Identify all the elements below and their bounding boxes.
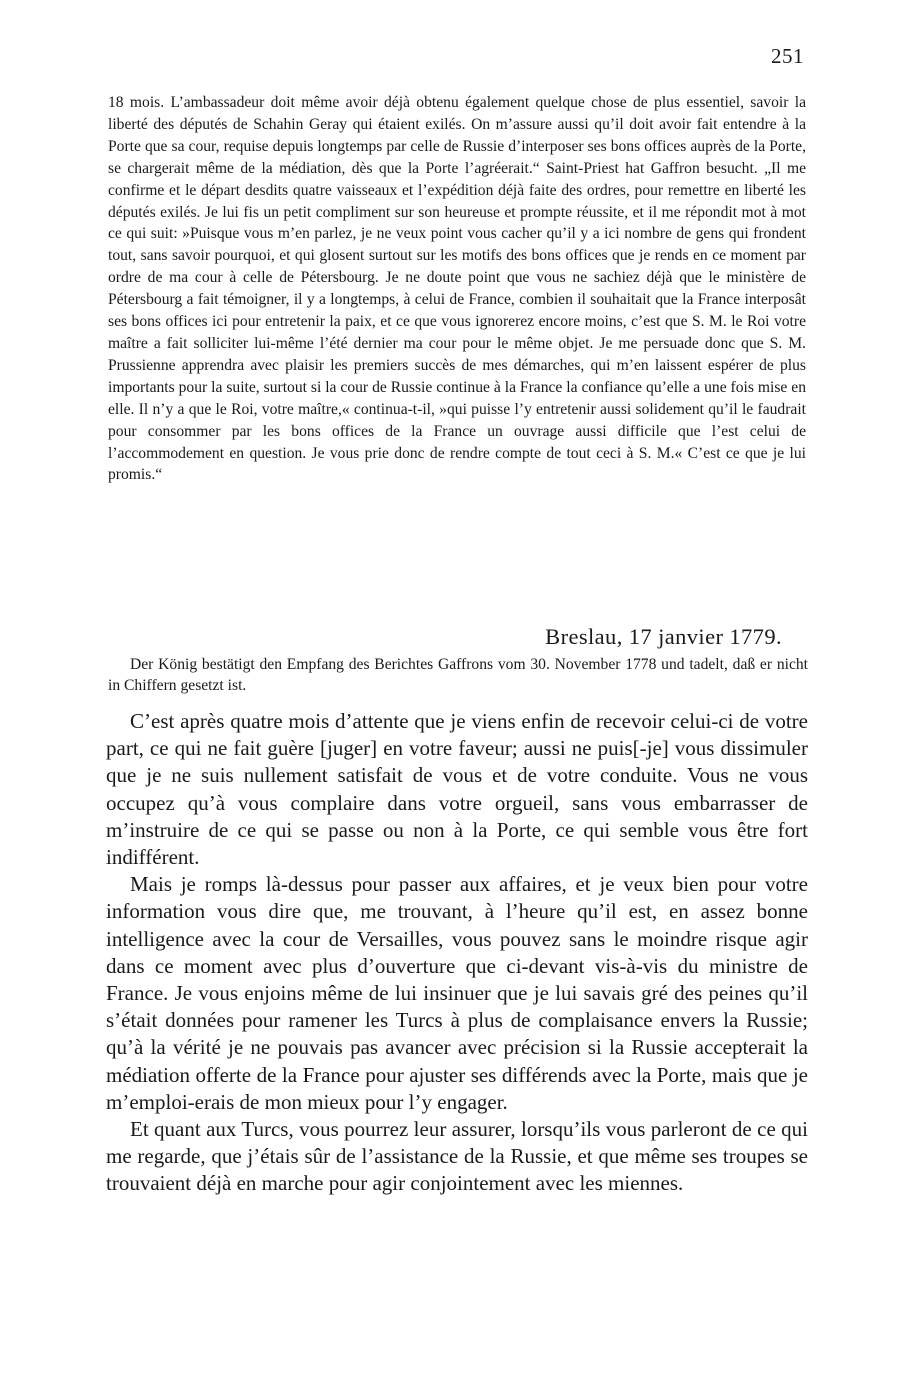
letter-body	[106, 708, 808, 1198]
quoted-report-excerpt	[108, 92, 806, 486]
editorial-summary	[108, 654, 808, 696]
letter-paragraph-2: Mais je romps là-dessus pour passer aux affaires, et je veux bien pour votre information vous dire que, me trouvant, à l’heure qu’il est, en assez bonne intelligence avec la cour de Versailles, vous pouvez sans le moindre risque agir dans ce moment avec plus d’ouverture que ci-devant vis-à-vis du ministre de France. Je vous enjoins même de lui insinuer que je lui savais gré des peines qu’il s’était données pour ramener les Turcs à plus de complaisance envers la Russie; qu’à la vérité je ne pouvais pas avancer avec précision si la Russie accepterait la médiation offerte de la France pour ajuster ses différends avec la Porte, mais que je m’emploi-erais de mon mieux pour l’y engager.	[106, 872, 808, 1114]
page-number: 251	[771, 44, 804, 68]
letter-dateline: Breslau, 17 janvier 1779.	[545, 624, 782, 649]
letter-paragraph-1: C’est après quatre mois d’attente que je viens enfin de recevoir celui-ci de votre part, ce qui ne fait guère [juger] en votre faveur; aussi ne puis[-je] vous dissimuler que je ne suis nullement satisfait de vous et de votre conduite. Vous ne vous occupez qu’à vous complaire dans votre orgueil, sans vous embarrasser de m’instruire de ce qui se passe ou non à la Porte, ce qui semble vous être fort indifférent.	[106, 709, 808, 870]
letter-paragraph-3: Et quant aux Turcs, vous pourrez leur assurer, lorsqu’ils vous parleront de ce qui me regarde, que j’étais sûr de l’assistance de la Russie, et que même ses troupes se trouvaient déjà en marche pour agir conjointement avec les miennes.	[106, 1117, 808, 1196]
report-paragraph: 18 mois. L’ambassadeur doit même avoir déjà obtenu également quelque chose de plus essentiel, savoir la liberté des députés de Schahin Geray qui étaient exilés. On m’assure aussi qu’il doit avoir fait entendre à la Porte que sa cour, requise depuis longtemps par celle de Russie d’interposer ses bons offices auprès de la Porte, se chargerait même de la médiation, dès que la Porte l’agréerait.“ Saint-Priest hat Gaffron besucht. „Il me confirme et le départ desdits quatre vaisseaux et l’expédition déjà faite des ordres, pour remettre en liberté les députés exilés. Je lui fis un petit compliment sur son heureuse et prompte réussite, et il me répondit mot à mot ce qui suit: »Puisque vous m’en parlez, je ne veux point vous cacher qu’il y a ici nombre de gens qui frondent tout, sans savoir pourquoi, et qui glosent surtout sur les motifs des bons offices que je rends en ce moment par ordre de ma cour à celle de Pétersbourg. Je ne doute point que vous ne sachiez déjà que le ministère de Pétersbourg a fait témoigner, il y a longtemps, à celui de France, combien il souhaitait que la France interposât ses bons offices ici pour entretenir la paix, et ce que vous ignorerez encore moins, c’est que S. M. le Roi votre maître a fait solliciter lui-même l’été dernier ma cour pour le même objet. Je me persuade donc que S. M. Prussienne apprendra avec plaisir les premiers succès de mes démarches, qui m’en laissent espérer de plus importants pour la suite, surtout si la cour de Russie continue à la France la confiance qu’elle a une fois mise en elle. Il n’y a que le Roi, votre maître,« continua-t-il, »qui puisse l’y entretenir aussi solidement qu’il le faudrait pour consommer par les bons offices de la France un ouvrage aussi difficile que l’est celui de l’accommodement en question. Je vous prie donc de rendre compte de tout ceci à S. M.« C’est ce que je lui promis.“	[108, 94, 806, 484]
summary-text: Der König bestätigt den Empfang des Berichtes Gaffrons vom 30. November 1778 und tadelt, daß er nicht in Chiffern gesetzt ist.	[108, 656, 808, 694]
